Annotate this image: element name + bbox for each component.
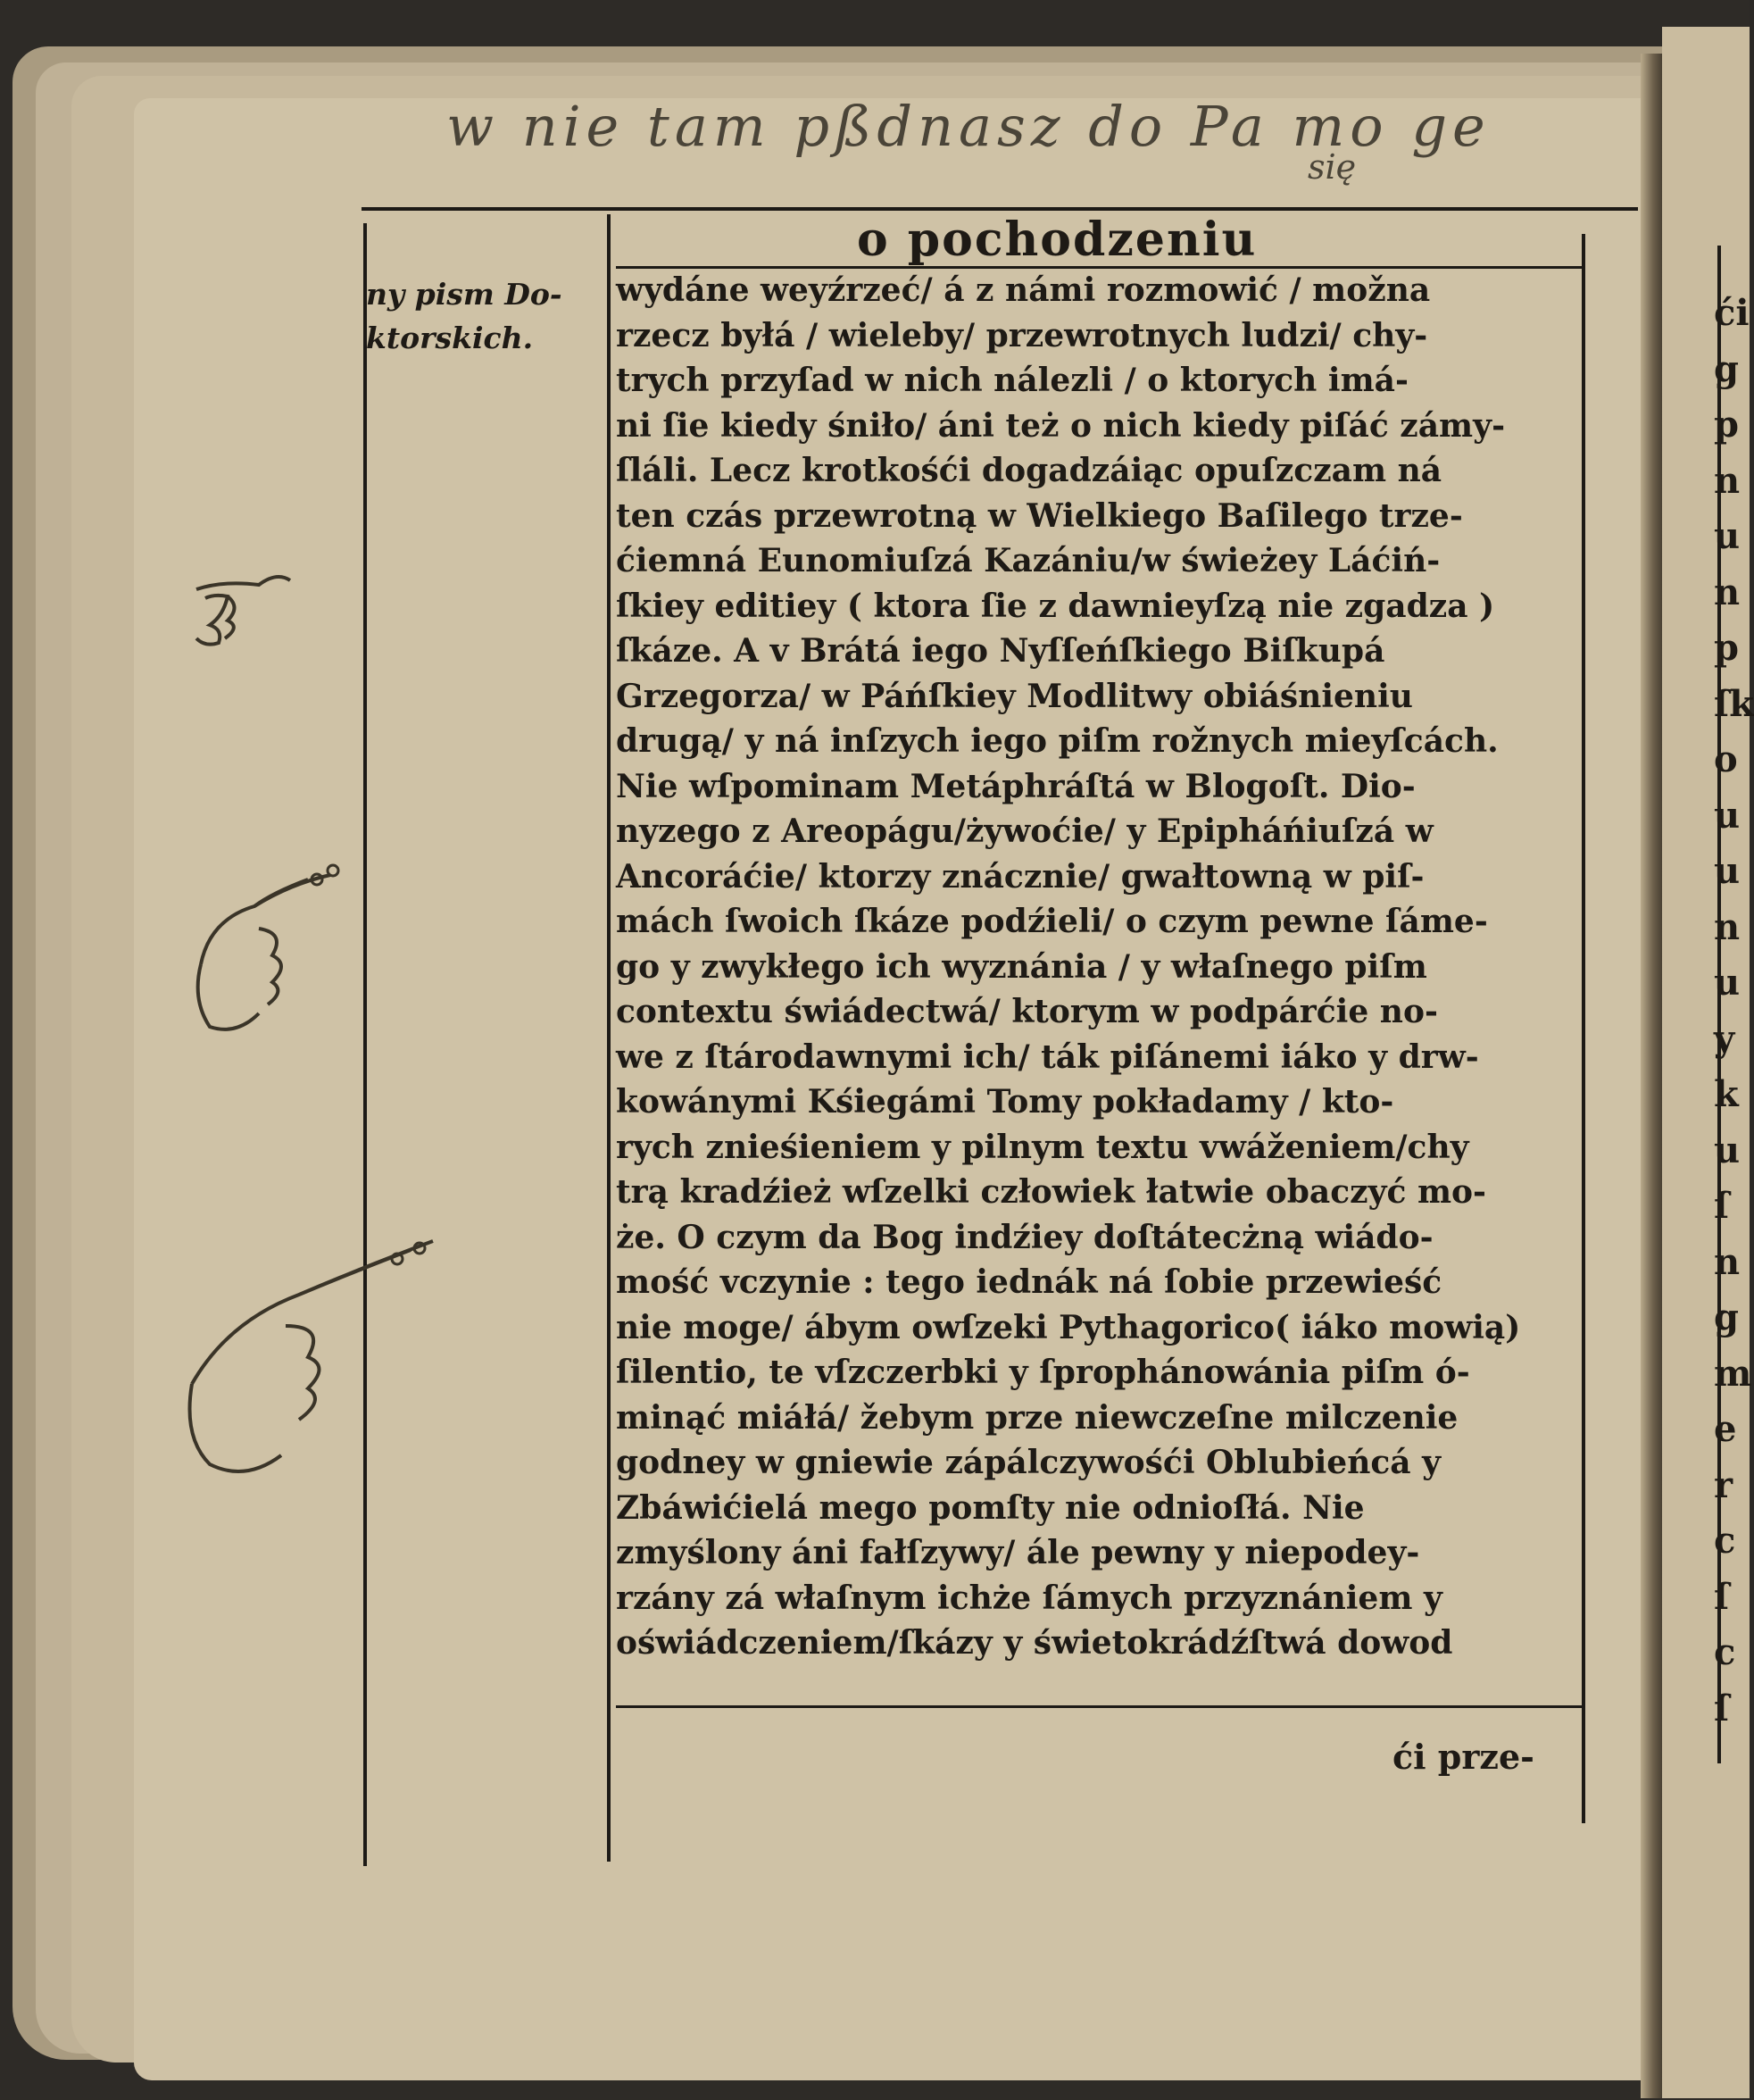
- right-page-line: u: [1714, 515, 1741, 557]
- catchword: ći prze-: [1392, 1737, 1534, 1777]
- right-page-line: g: [1714, 347, 1739, 390]
- right-page-line: m: [1714, 1352, 1752, 1395]
- body-line: contextu świádectwá/ ktorym w podpárćie no-: [616, 993, 1438, 1030]
- body-line: mách ſwoich ſkáze podźieli/ o czym pewne ſáme-: [616, 903, 1488, 940]
- body-line: Ancoráćie/ ktorzy znácznie/ gwałtowną w piſ-: [616, 857, 1425, 896]
- right-page-line: c: [1714, 1631, 1736, 1673]
- body-line: rych znieśieniem y pilnym textu vwáženiem/chy: [616, 1128, 1469, 1166]
- right-page-line: ći: [1714, 292, 1750, 334]
- right-page-line: k: [1714, 1073, 1739, 1115]
- body-line: nyzego z Areopágu/żywoćie/ y Epipháńiuſzá w: [616, 812, 1434, 850]
- body-line: ſkiey editiey ( ktora ſie z dawnieyſzą nie zgadza ): [616, 587, 1495, 625]
- body-line: drugą/ y ná inſzych iego piſm rožnych mieyſcách.: [616, 722, 1499, 760]
- right-page-line: e: [1714, 1408, 1737, 1450]
- body-line: trą kradźież wſzelki człowiek łatwie obaczyć mo-: [616, 1173, 1486, 1211]
- body-line: ni ſie kiedy śniło/ áni też o nich kiedy piſáć zámy-: [616, 406, 1506, 445]
- body-line: oświádczeniem/ſkázy y świetokrádźſtwá dowod: [616, 1624, 1453, 1662]
- body-line: rzecz byłá / wieleby/ przewrotnych ludzi/ chy-: [616, 316, 1428, 354]
- margin-column-right-rule: [607, 214, 611, 1862]
- body-line: ſkáze. A v Brátá iego Nyſſeńſkiego Biſkupá: [616, 632, 1385, 670]
- right-page-line: c: [1714, 1520, 1736, 1562]
- header-rule: [362, 207, 1638, 211]
- right-page-line: g: [1714, 1296, 1739, 1338]
- right-page-line: n: [1714, 459, 1741, 502]
- body-line: minąć miáłá/ žebym prze niewczeſne milczenie: [616, 1398, 1459, 1437]
- handwritten-note-continued: się: [1308, 147, 1357, 187]
- pointing-hand-icon: [174, 857, 353, 1062]
- right-page-line: y: [1714, 1017, 1735, 1060]
- right-page-line: u: [1714, 794, 1741, 837]
- handwritten-note: w nie tam pßdnasz do Pa mo ge: [446, 94, 1491, 159]
- body-line: ſláli. Lecz krotkośći dogadzáiąc opuſzczam ná: [616, 452, 1442, 489]
- right-page-line: p: [1714, 404, 1739, 446]
- right-page-line: n: [1714, 571, 1741, 613]
- body-line: zmyślony áni fałſzywy/ ále pewny y niepodey-: [616, 1534, 1420, 1571]
- right-page-line: u: [1714, 850, 1741, 892]
- right-page-line: ſ: [1714, 1185, 1730, 1227]
- right-page-line: o: [1714, 738, 1738, 780]
- body-line: ten czás przewrotną w Wielkiego Baſilego trze-: [616, 496, 1463, 535]
- right-page-line: u: [1714, 1129, 1741, 1171]
- body-line: że. O czym da Bog indźiey doſtátecżną wiádo-: [616, 1218, 1434, 1256]
- right-page-line: ſk: [1714, 682, 1754, 725]
- body-text: [616, 268, 1584, 1666]
- body-line: we z ſtárodawnymi ich/ ták piſánemi iáko y drw-: [616, 1038, 1479, 1076]
- body-line: ſilentio, te vſzczerbki y ſprophánowánia piſm ó-: [616, 1354, 1470, 1391]
- body-line: trych przyſad w nich nálezli / o ktorych imá-: [616, 362, 1409, 399]
- body-line: mość vczynie : tego iednák ná ſobie przewieść: [616, 1263, 1442, 1301]
- body-line: nie moge/ ábym owſzeki Pythagorico( iáko mowią): [616, 1308, 1521, 1346]
- body-line: godney w gniewie zápálczywośći Oblubieńcá y: [616, 1444, 1442, 1481]
- body-line: kowánymi Kśiegámi Tomy pokładamy / kto-: [616, 1083, 1394, 1121]
- margin-note: ny pism Do-ktorskich.: [366, 277, 562, 355]
- body-line: Zbáwićielá mego pomſty nie odnioſłá. Nie: [616, 1488, 1365, 1527]
- right-page-text: [1714, 286, 1754, 1737]
- body-line: wydáne weyźrzeć/ á z námi rozmowić / možna: [616, 271, 1431, 309]
- body-line: go y zwykłego ich wyznánia / y właſnego piſm: [616, 947, 1427, 986]
- body-line: rzány zá właſnym ichże ſámych przyznániem y: [616, 1579, 1442, 1617]
- right-page-line: n: [1714, 905, 1741, 948]
- right-page-line: p: [1714, 627, 1739, 669]
- margin-column-left-rule: [363, 223, 367, 1866]
- pointing-hand-icon: [174, 1223, 460, 1491]
- body-line: Grzegorza/ w Páńſkiey Modlitwy obiáśnieniu: [616, 677, 1413, 715]
- text-column-bottom-rule: [616, 1705, 1584, 1708]
- right-page-line: r: [1714, 1463, 1733, 1506]
- right-page-line: u: [1714, 962, 1741, 1004]
- body-line: Nie wſpominam Metáphráſtá w Blogoſt. Dio-: [616, 767, 1416, 805]
- pointing-hand-icon: [179, 554, 321, 670]
- right-page-line: n: [1714, 1240, 1741, 1283]
- right-page-line: ſ: [1714, 1575, 1730, 1618]
- right-page-line: ſ: [1714, 1687, 1730, 1729]
- body-line: ćiemná Eunomiuſzá Kazániu/w świeżey Láćiń-: [616, 542, 1441, 579]
- running-head: o pochodzeniu: [857, 212, 1258, 267]
